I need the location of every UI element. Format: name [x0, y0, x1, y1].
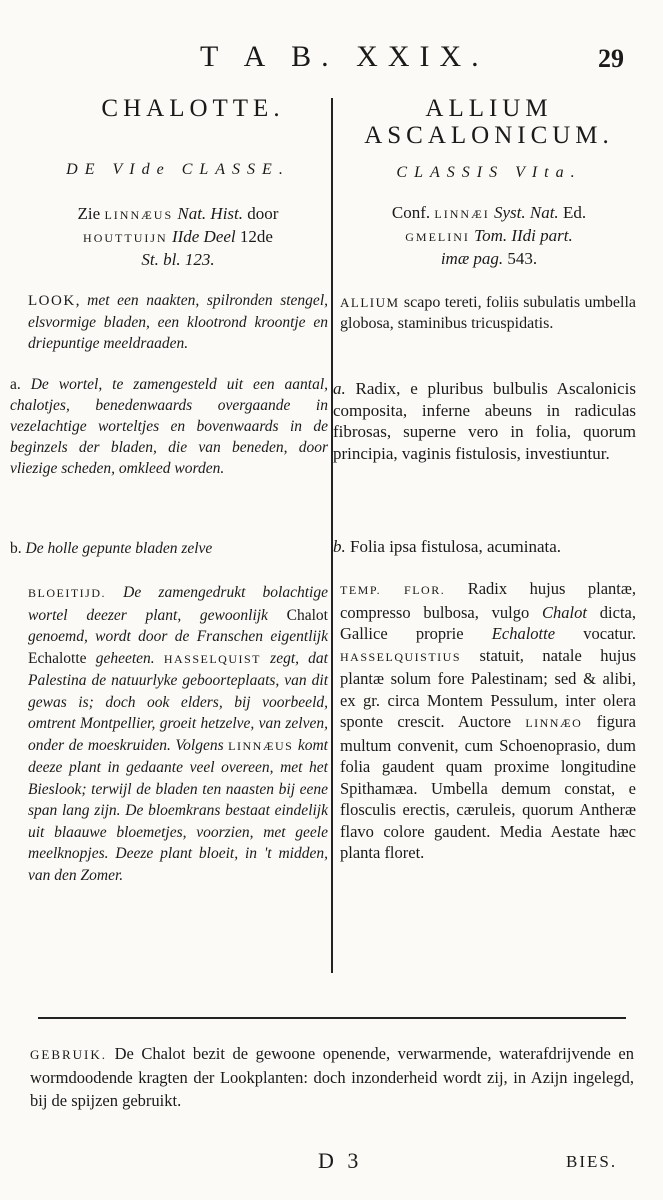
description-text: scapo tereti, foliis subulatis umbella globosa, staminibus tricuspidatis.	[340, 294, 636, 332]
work-title: Syst. Nat.	[489, 203, 559, 222]
volume-ref: IIde Deel	[167, 227, 236, 246]
usage-text: De Chalot bezit de gewoone openende, verwarmende, waterafdrijvende en wormdoodende kragten der Lookplanten: doch inzonderheid wordt zij, in Azijn ingelegd, bij de spijzen gebruikt.	[30, 1044, 634, 1110]
dutch-note-b	[10, 538, 328, 559]
flowering-text: figura multum convenit, cum Schoenoprasio, dum folia gaudent quam proxime longitudine Spithamæa. Umbella demum constat, e flosculis erectis, cæruleis, quorum Antheræ flavo colore gaudent. Media Aestate hæc planta floret.	[340, 712, 636, 862]
usage-paragraph	[30, 1042, 634, 1112]
catchword: BIES.	[566, 1152, 618, 1171]
flowering-text: Radix hujus plantæ, compresso bulbosa, vulgo	[340, 579, 636, 622]
author-name: LINNÆI	[434, 207, 490, 221]
dutch-reference	[28, 203, 328, 271]
genus-name: ALLIUM	[340, 295, 400, 310]
dutch-column	[28, 95, 328, 271]
signature-mark: D 3	[318, 1148, 363, 1173]
dutch-class-heading: DE VIde CLASSE.	[66, 161, 290, 178]
page-ref: St. bl. 123.	[141, 250, 215, 269]
author-name: LINNÆO	[525, 716, 583, 730]
latin-note-a	[333, 378, 636, 464]
note-marker: b.	[333, 537, 346, 556]
page-number: 29	[598, 44, 624, 73]
note-text: De wortel, te zamengesteld uit een aantal, chalotjes, benedenwaards overgaande in vezelachtige worteltjes en bovenwaards in de beginzels der bladen, die van beneden, door vliezige scheden, omkleed worden.	[10, 376, 329, 477]
note-text: Folia ipsa fistulosa, acuminata.	[350, 537, 562, 556]
dutch-flowering	[28, 582, 328, 886]
note-marker: a.	[333, 379, 346, 398]
plate-number: T A B. XXIX.	[200, 40, 489, 73]
author-name: LINNÆUS	[228, 738, 294, 753]
ref-text: Ed.	[558, 203, 587, 222]
note-marker: a.	[10, 376, 21, 393]
ref-text: door	[243, 204, 279, 223]
author-name: LINNÆUS	[104, 208, 174, 222]
author-name: HASSELQUISTIUS	[340, 649, 462, 664]
author-name: HOUTTUIJN	[83, 231, 168, 245]
latin-column	[338, 95, 640, 270]
latin-class-heading: CLASSIS VIta.	[396, 164, 582, 181]
flowering-text: De zamengedrukt bolachtige wortel deezer plant, gewoonlijk	[28, 584, 328, 624]
section-label: GEBRUIK.	[30, 1047, 108, 1062]
flowering-text: Echalotte	[28, 649, 87, 667]
volume-ref: Tom. IIdi part.	[469, 226, 573, 245]
latin-reference	[338, 202, 640, 270]
flowering-text: dicta, Gallice proprie	[340, 602, 636, 643]
work-title: Nat. Hist.	[173, 204, 244, 223]
latin-description	[340, 292, 636, 334]
dutch-description	[28, 290, 328, 354]
latin-note-b	[333, 536, 636, 557]
flowering-text: zegt, dat Palestina de natuurlyke geboorteplaats, van dit gewas is; doch ook elders, bij voorbeeld, omtrent Montpellier, groeit hetzelve, van zelven, onder de moeskruiden. Volgens	[28, 649, 328, 754]
dutch-note-a	[10, 374, 328, 479]
flowering-text: genoemd, wordt door de Franschen eigentlijk	[28, 628, 328, 645]
section-rule	[38, 1017, 626, 1019]
description-text: , met een naakten, spilronden stengel, elsvormige bladen, een klootrond kroontje en driepuntige meeldraaden.	[28, 292, 328, 352]
author-name: GMELINI	[405, 230, 470, 244]
flowering-text: Echalotte	[491, 624, 556, 643]
flowering-text: Chalot	[542, 602, 587, 622]
ref-text: Conf.	[391, 203, 435, 222]
dutch-title: CHALOTTE.	[101, 95, 285, 122]
flowering-text: komt deeze plant in gedaante veel overeen, met het Bieslook; terwijl de bladen ten naasten bij eene span lang zijn. De bloemkrans bestaat eindelijk uit blaauwe bloemetjes, voorzien, met geele meelknopjes. Deeze plant bloeit, in 't midden, van den Zomer.	[28, 736, 328, 884]
section-label: TEMP. FLOR.	[340, 583, 446, 597]
note-text: Radix, e pluribus bulbulis Ascalonicis composita, inferne abeuns in radiculas fibrosas, superne vero in folia, quorum principia, vaginis fistulosis, investiuntur.	[333, 379, 636, 463]
flowering-text: Chalot	[286, 606, 328, 624]
note-marker: b.	[10, 540, 22, 557]
latin-title-line2: ASCALONICUM.	[364, 122, 614, 149]
flowering-text: vocatur.	[555, 624, 636, 643]
genus-name: LOOK	[28, 293, 76, 309]
ref-text: Zie	[77, 204, 105, 223]
section-label: BLOEITIJD.	[28, 586, 106, 600]
latin-title-line1: ALLIUM	[425, 95, 553, 122]
ref-text: 12de	[235, 227, 273, 246]
author-name: HASSELQUIST	[163, 651, 261, 666]
flowering-text: geheeten.	[86, 649, 164, 667]
flowering-text: statuit, natale hujus plantæ solum fore Palestinam; sed & alibi, ex gr. circa Montem Pessulum, inter olera sponte crescit. Auctore	[340, 645, 636, 731]
page-ref: 543.	[503, 249, 538, 268]
page-ref: imæ pag.	[440, 249, 504, 268]
note-text: De holle gepunte bladen zelve	[25, 540, 213, 557]
latin-flowering	[340, 578, 636, 864]
